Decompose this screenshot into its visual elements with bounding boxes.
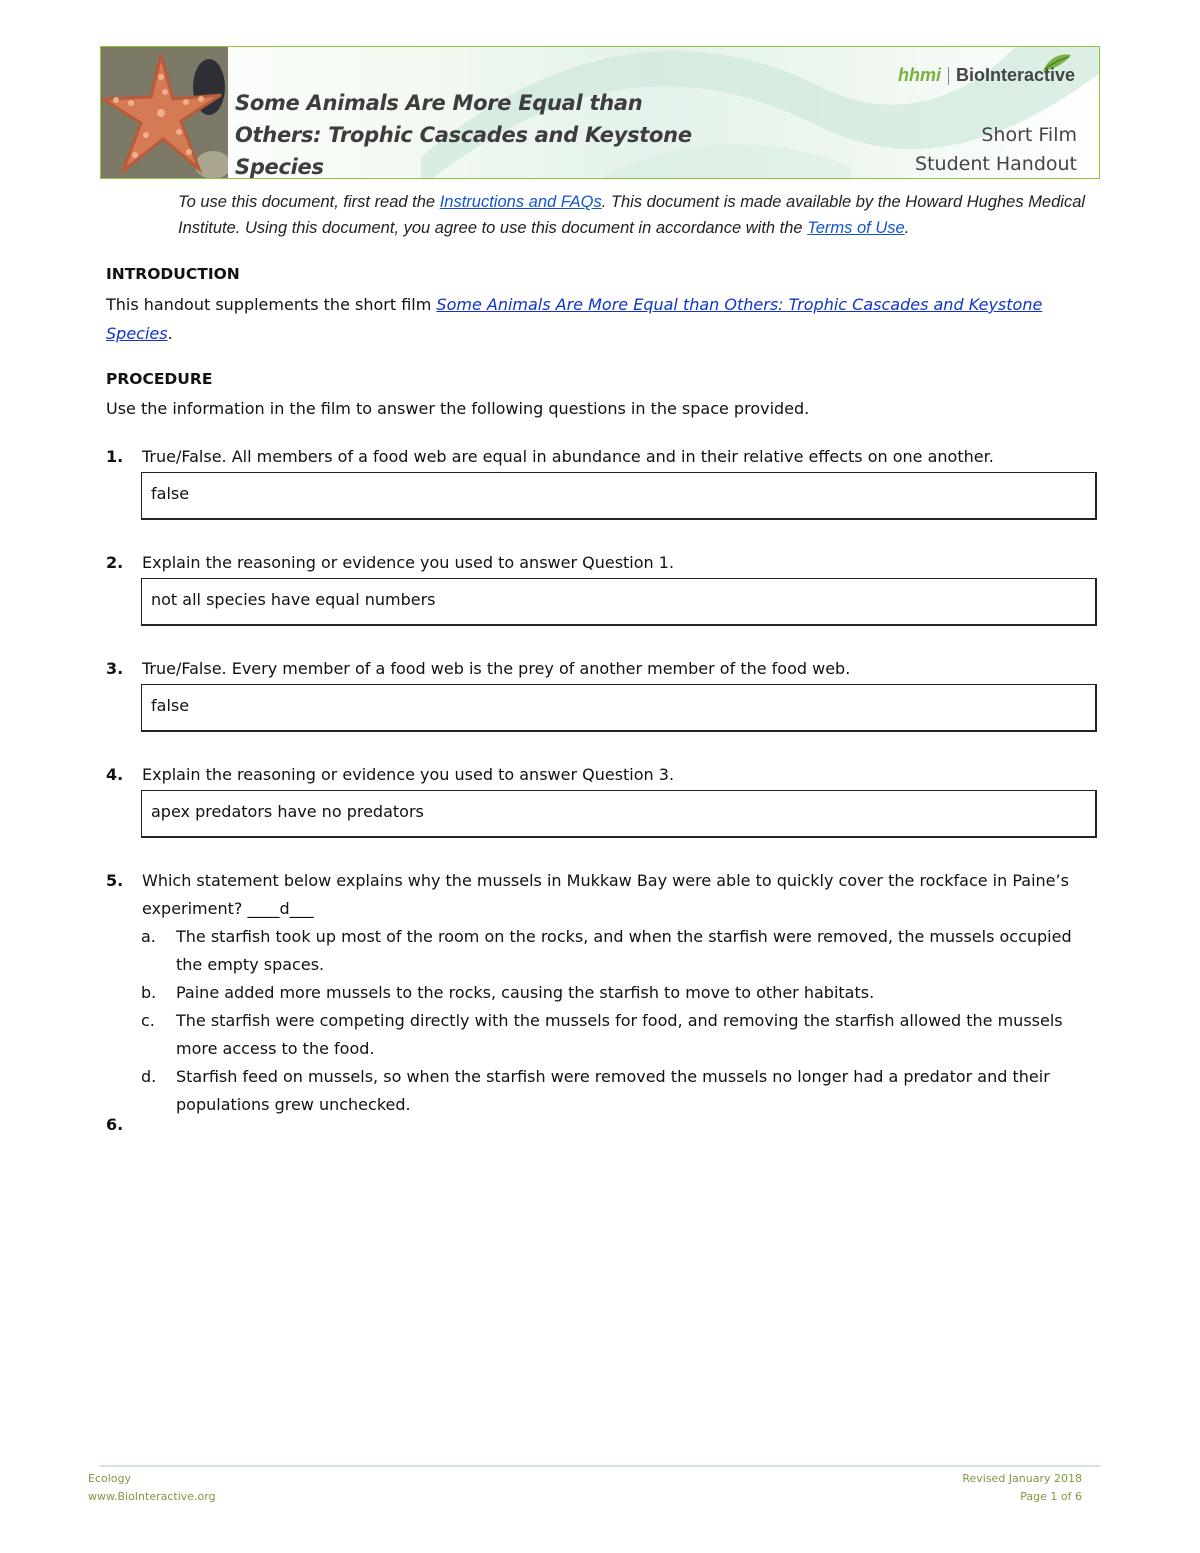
introduction-end: . — [167, 324, 173, 343]
terms-note — [178, 189, 1093, 241]
option-letter: a. — [141, 927, 156, 946]
procedure-heading: PROCEDURE — [106, 370, 213, 388]
option-text: The starfish were competing directly with the mussels for food, and removing the starfish allowed the mussels more access to the food. — [176, 1011, 1063, 1058]
footer-right — [962, 1470, 1082, 1506]
brand-separator — [948, 67, 949, 85]
question-2 — [106, 549, 1096, 577]
question-3 — [106, 655, 1096, 683]
question-text: Explain the reasoning or evidence you used to answer Question 1. — [142, 553, 675, 572]
question-text: True/False. Every member of a food web is the prey of another member of the food web. — [142, 659, 851, 678]
option-d — [141, 1063, 1091, 1119]
header-banner — [100, 46, 1100, 179]
option-c — [141, 1007, 1091, 1063]
footer-website[interactable]: www.BioInteractive.org — [88, 1490, 216, 1503]
document-type-line1: Short Film — [981, 124, 1077, 146]
introduction-lead: This handout supplements the short film — [106, 295, 437, 314]
footer-revised: Revised January 2018 — [962, 1472, 1082, 1485]
option-text: The starfish took up most of the room on the rocks, and when the starfish were removed, the mussels occupied the empty spaces. — [176, 927, 1072, 974]
terms-of-use-link[interactable]: Terms of Use — [807, 219, 905, 237]
introduction-heading: INTRODUCTION — [106, 265, 240, 283]
answer-box-2[interactable]: not all species have equal numbers — [141, 578, 1097, 626]
terms-text-1: To use this document, first read the — [178, 193, 440, 211]
question-number: 6. — [106, 1115, 124, 1134]
answer-box-3[interactable]: false — [141, 684, 1097, 732]
option-text: Paine added more mussels to the rocks, causing the starfish to move to other habitats. — [176, 983, 875, 1002]
footer-subject: Ecology — [88, 1472, 132, 1485]
document-title: Some Animals Are More Equal than Others: Trophic Cascades and Keystone Species — [235, 91, 692, 179]
document-type — [915, 121, 1077, 179]
option-letter: c. — [141, 1011, 155, 1030]
question-number: 3. — [106, 659, 124, 678]
option-letter: d. — [141, 1067, 157, 1086]
footer-divider — [100, 1465, 1100, 1467]
question-5 — [106, 867, 1096, 923]
footer-page-number: Page 1 of 6 — [1020, 1490, 1082, 1503]
option-b — [141, 979, 1091, 1007]
footer-left — [88, 1470, 216, 1506]
option-text: Starfish feed on mussels, so when the starfish were removed the mussels no longer had a predator and their populations grew unchecked. — [176, 1067, 1050, 1114]
film-link[interactable]: Some Animals Are More Equal than Others: Trophic Cascades and Keystone Species — [106, 295, 1043, 343]
terms-text-2: . This document is made available by the Howard Hughes Medical Institute. Using this document, you agree to use this document in accordance with the — [178, 193, 1086, 237]
question-number: 4. — [106, 765, 124, 784]
option-letter: b. — [141, 983, 157, 1002]
hhmi-biointeractive-logo — [898, 65, 1075, 86]
answer-box-4[interactable]: apex predators have no predators — [141, 790, 1097, 838]
introduction-text — [106, 290, 1096, 348]
starfish-photo — [101, 47, 228, 179]
document-type-line2: Student Handout — [915, 153, 1077, 175]
terms-text-3: . — [904, 219, 910, 237]
question-number: 2. — [106, 553, 124, 572]
instructions-faqs-link[interactable]: Instructions and FAQs — [439, 193, 602, 211]
answer-box-1[interactable]: false — [141, 472, 1097, 520]
question-4 — [106, 761, 1096, 789]
procedure-text: Use the information in the film to answer the following questions in the space provided. — [106, 399, 810, 418]
question-text: True/False. All members of a food web are equal in abundance and in their relative effects on one another. — [142, 447, 994, 466]
starfish-image — [101, 47, 228, 179]
option-a — [141, 923, 1091, 979]
question-number: 5. — [106, 871, 124, 890]
question-1 — [106, 443, 1096, 471]
question-text: Explain the reasoning or evidence you used to answer Question 3. — [142, 765, 675, 784]
question-text: Which statement below explains why the mussels in Mukkaw Bay were able to quickly cover the rockface in Paine’s experiment? ____d___ — [142, 871, 1069, 918]
brand-name: BioInteractive — [955, 65, 1075, 85]
brand-prefix: hhmi — [897, 65, 941, 85]
question-number: 1. — [106, 447, 124, 466]
